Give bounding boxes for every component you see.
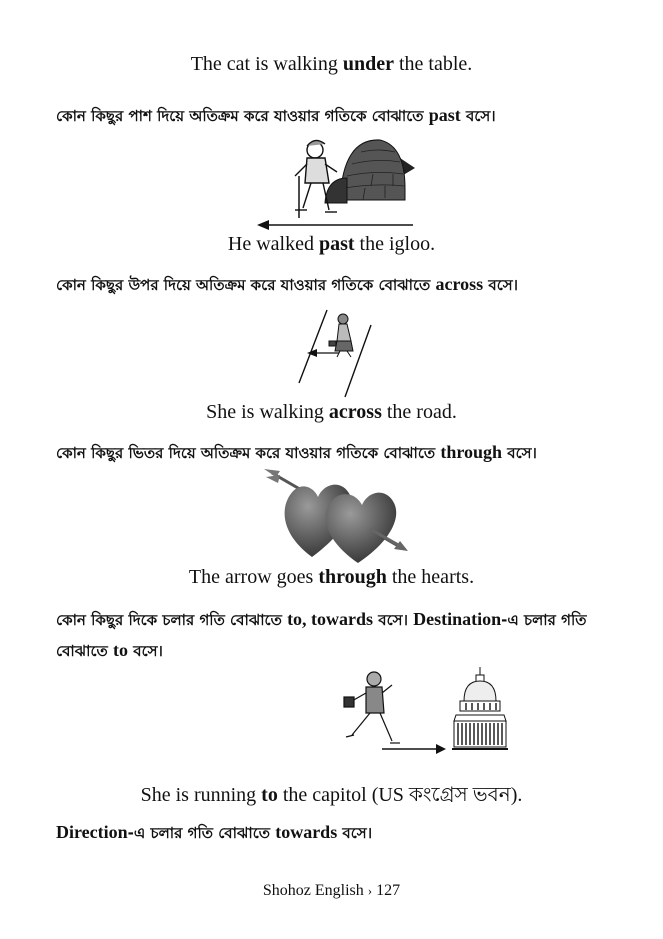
sentence-through <box>0 565 663 589</box>
keyword: to <box>113 640 128 660</box>
sentence-text: the table. <box>394 53 473 75</box>
road-crossing-illustration <box>295 305 375 400</box>
keyword: Direction <box>56 822 128 842</box>
sentence-text: The arrow goes <box>188 566 319 588</box>
keyword: towards <box>275 822 338 842</box>
sentence-text: the igloo. <box>354 233 436 255</box>
page-number: 127 <box>376 882 401 899</box>
keyword: past <box>318 233 355 255</box>
keyword: past <box>428 105 461 125</box>
bengali-text: বসে। <box>337 824 373 842</box>
bengali-text: কোন কিছুর দিকে চলার গতি বোঝাতে <box>56 611 288 629</box>
bengali-across-explanation <box>56 273 518 296</box>
capitol-illustration <box>330 665 520 755</box>
bengali-text: কোন কিছুর পাশ দিয়ে অতিক্রম করে যাওয়ার গতিকে বোঝাতে <box>56 107 429 125</box>
sentence-text: the road. <box>381 401 457 423</box>
bengali-through-explanation <box>56 441 537 464</box>
bengali-direction-explanation <box>56 821 372 844</box>
book-title: Shohoz English <box>262 882 364 899</box>
keyword: across <box>328 401 382 423</box>
keyword: under <box>342 53 394 75</box>
sentence-text: He walked <box>227 233 319 255</box>
separator: › <box>367 883 373 898</box>
keyword: through <box>440 442 503 462</box>
bengali-to-towards-explanation <box>56 604 631 666</box>
keyword: across <box>435 274 484 294</box>
bengali-text: বসে। <box>502 444 537 462</box>
bengali-text: -এ চলার গতি বোঝাতে <box>56 611 587 660</box>
sentence-text: She is walking <box>206 401 329 423</box>
sentence-under <box>0 52 663 76</box>
bengali-text: বসে। <box>373 611 414 629</box>
bengali-past-explanation <box>56 104 496 127</box>
keyword: to, towards <box>287 609 374 629</box>
sentence-past <box>0 232 663 256</box>
sentence-to <box>0 783 663 807</box>
igloo-illustration <box>255 128 425 233</box>
sentence-text: The cat is walking <box>190 53 343 75</box>
sentence-text: the hearts. <box>386 566 475 588</box>
sentence-text: the capitol (US কংগ্রেস ভবন). <box>277 784 523 806</box>
bengali-text: কোন কিছুর উপর দিয়ে অতিক্রম করে যাওয়ার গতিকে বোঝাতে <box>56 276 436 294</box>
sentence-text: She is running <box>140 784 262 806</box>
bengali-text: কোন কিছুর ভিতর দিয়ে অতিক্রম করে যাওয়ার গতিকে বোঝাতে <box>56 444 441 462</box>
keyword: through <box>318 566 387 588</box>
hearts-arrow-illustration <box>262 465 412 565</box>
bengali-text: বসে। <box>483 276 519 294</box>
keyword: to <box>261 784 278 806</box>
sentence-across <box>0 400 663 424</box>
keyword: Destination <box>413 609 502 629</box>
bengali-text: বসে। <box>128 642 163 660</box>
bengali-text: বসে। <box>460 107 496 125</box>
page-footer <box>0 882 663 900</box>
bengali-text: -এ চলার গতি বোঝাতে <box>127 824 276 842</box>
